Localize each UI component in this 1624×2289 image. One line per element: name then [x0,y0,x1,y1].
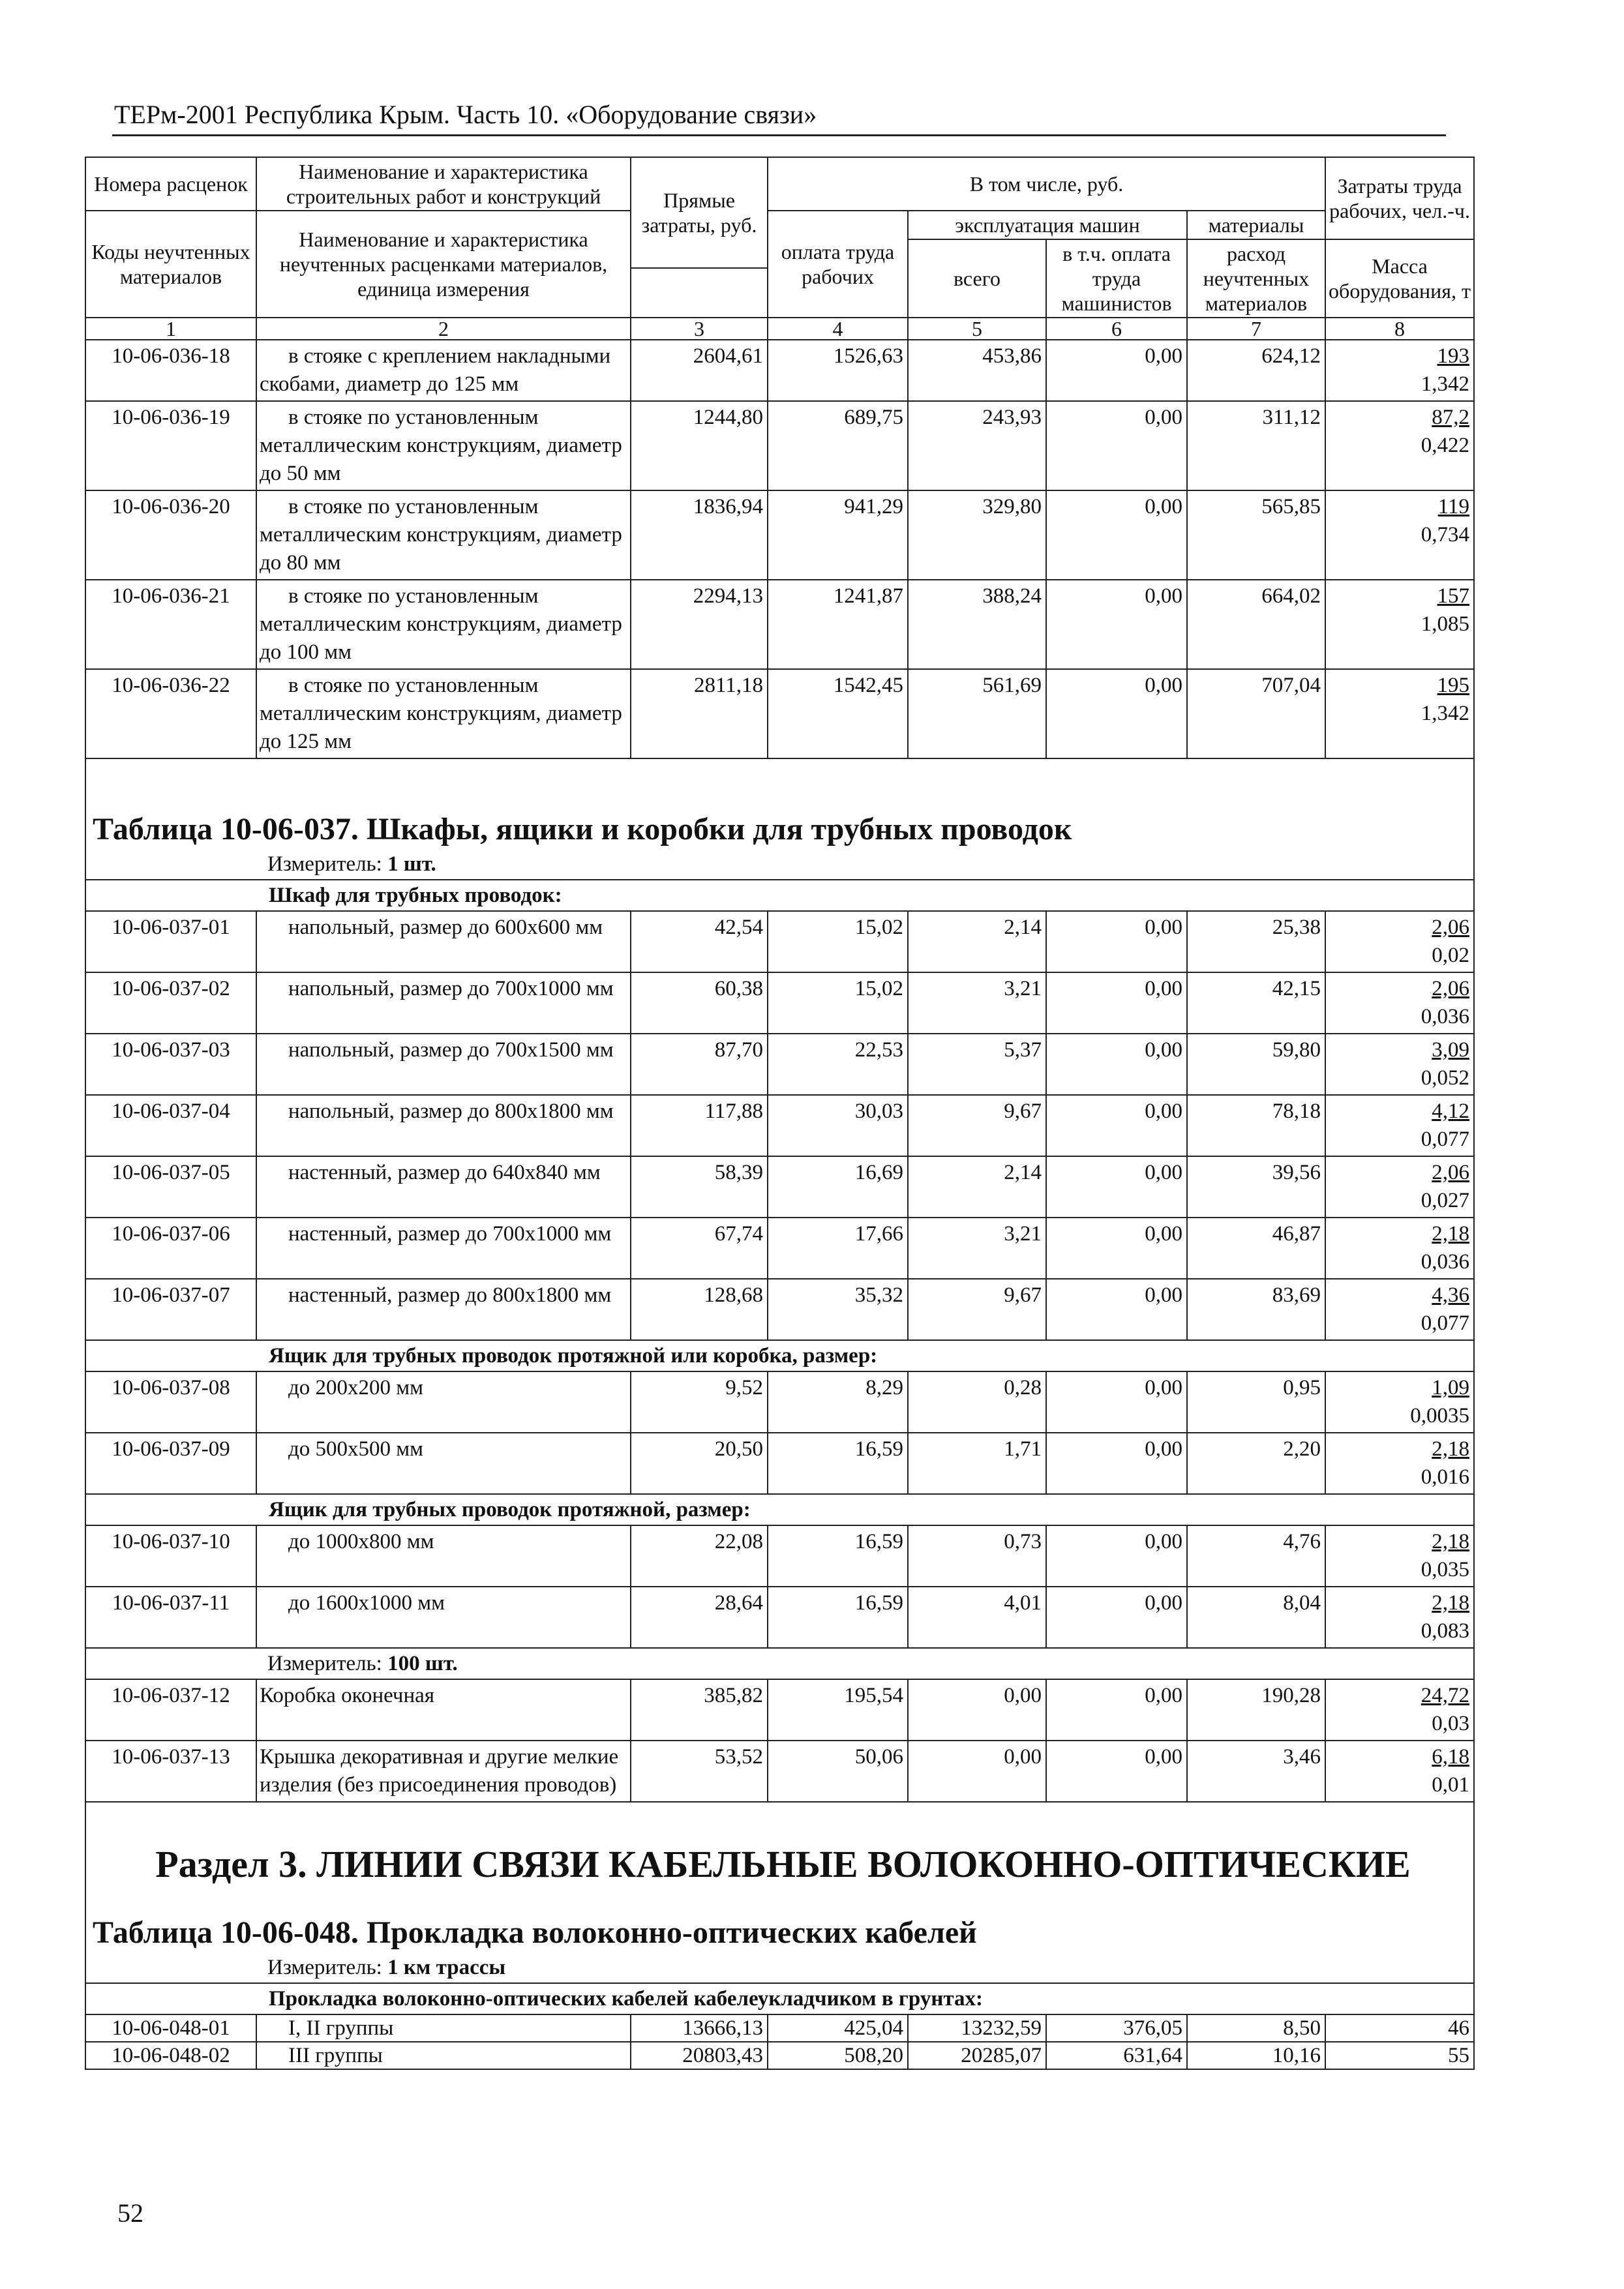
equipment-mass: 0,077 [1421,1311,1470,1335]
unit-value: 100 шт. [387,1652,458,1675]
unit-value: 1 км трассы [387,1956,506,1979]
material-costs: 565,85 [1187,490,1325,580]
equipment-mass: 0,03 [1432,1712,1470,1735]
labor-hours: 2,18 [1432,1530,1470,1553]
labor-hours: 4,12 [1432,1100,1470,1123]
col-num: 1 [85,318,256,340]
machinist-wages: 0,00 [1046,1218,1187,1279]
material-costs: 3,46 [1187,1741,1325,1802]
rate-name-text: I, II группы [288,2016,394,2040]
labor-hours: 6,18 [1432,1745,1470,1769]
labor-cell [1325,1279,1474,1340]
col-vsego: всего [908,239,1046,318]
worker-wages: 15,02 [768,911,908,972]
equipment-mass: 0,035 [1421,1558,1470,1581]
machine-costs: 0,00 [908,1741,1046,1802]
unit-label: Измеритель: [267,852,382,876]
machinist-wages: 0,00 [1046,340,1187,401]
group-heading: Шкаф для трубных проводок: [85,880,1474,911]
col-naim-neuch: Наименование и характеристика неучтенных расценками материалов, единица измерения [256,211,631,318]
table-row [85,1587,1474,1648]
machinist-wages: 0,00 [1046,1279,1187,1340]
equipment-mass: 0,422 [1421,434,1470,457]
machinist-wages: 0,00 [1046,1525,1187,1587]
worker-wages: 1241,87 [768,580,908,669]
rate-name-text: настенный, размер до 640x840 мм [288,1161,601,1184]
table-row [85,580,1474,669]
rate-name-text: настенный, размер до 700x1000 мм [288,1222,612,1246]
rate-name [256,401,631,490]
equipment-mass: 0,01 [1432,1773,1470,1797]
labor-cell [1325,2042,1474,2069]
material-costs: 707,04 [1187,669,1325,758]
rate-code: 10-06-037-13 [85,1741,256,1802]
direct-costs: 9,52 [631,1371,768,1433]
labor-hours: 46 [1448,2016,1470,2040]
table-row [85,1156,1474,1218]
rate-name [256,2014,631,2042]
labor-hours: 193 [1437,344,1470,368]
table-row [85,972,1474,1034]
col-massa: Масса оборудования, т [1325,239,1474,318]
table-37-title: Таблица 10-06-037. Шкафы, ящики и коробки для трубных проводок [93,812,1072,846]
rate-name [256,1679,631,1741]
labor-hours: 2,06 [1432,977,1470,1000]
worker-wages: 16,59 [768,1433,908,1494]
worker-wages: 425,04 [768,2014,908,2042]
rate-code: 10-06-036-18 [85,340,256,401]
equipment-mass: 1,342 [1421,702,1470,725]
col-num: 2 [256,318,631,340]
rate-name [256,340,631,401]
equipment-mass: 0,083 [1421,1619,1470,1643]
labor-cell [1325,340,1474,401]
labor-cell [1325,1034,1474,1095]
rate-name [256,1156,631,1218]
labor-hours: 157 [1437,584,1470,608]
machine-costs: 388,24 [908,580,1046,669]
rate-name [256,2042,631,2069]
equipment-mass: 0,734 [1421,523,1470,546]
rate-name-text: III группы [288,2044,383,2067]
direct-costs: 28,64 [631,1587,768,1648]
labor-cell [1325,1371,1474,1433]
rate-name-text: в стояке по установленным металлическим конструкциям, диаметр до 80 мм [260,495,622,575]
direct-costs: 67,74 [631,1218,768,1279]
machinist-wages: 0,00 [1046,1741,1187,1802]
rate-name [256,490,631,580]
rate-code: 10-06-037-03 [85,1034,256,1095]
equipment-mass: 0,036 [1421,1250,1470,1274]
labor-hours: 4,36 [1432,1283,1470,1307]
labor-cell [1325,1525,1474,1587]
machine-costs: 4,01 [908,1587,1046,1648]
table-body [85,340,1474,2069]
machine-costs: 3,21 [908,972,1046,1034]
rate-name-text: напольный, размер до 800x1800 мм [288,1100,614,1123]
page-header-title: ТЕРм-2001 Республика Крым. Часть 10. «Оборудование связи» [114,100,817,129]
worker-wages: 941,29 [768,490,908,580]
rate-code: 10-06-048-02 [85,2042,256,2069]
labor-cell [1325,972,1474,1034]
direct-costs: 22,08 [631,1525,768,1587]
direct-costs: 117,88 [631,1095,768,1156]
direct-costs: 87,70 [631,1034,768,1095]
header-rule [112,134,1446,136]
section-3-heading [85,1802,1474,1952]
rate-name [256,1279,631,1340]
table-row [85,1218,1474,1279]
labor-cell [1325,401,1474,490]
unit-label: Измеритель: [267,1956,382,1979]
table-37-unit-2 [85,1648,1474,1679]
labor-hours: 2,06 [1432,1161,1470,1184]
machinist-wages: 0,00 [1046,1433,1187,1494]
labor-cell [1325,1587,1474,1648]
col-ekspl: эксплуатация машин [908,211,1187,239]
table-48-unit [85,1952,1474,1983]
material-costs: 4,76 [1187,1525,1325,1587]
table-row [85,340,1474,401]
table-row [85,1034,1474,1095]
labor-hours: 119 [1437,495,1470,518]
equipment-mass: 0,077 [1421,1128,1470,1151]
table-48-title: Таблица 10-06-048. Прокладка волоконно-оптических кабелей [93,1915,977,1950]
rate-name-text: настенный, размер до 800x1800 мм [288,1283,612,1307]
rate-name [256,1525,631,1587]
machine-costs: 20285,07 [908,2042,1046,2069]
material-costs: 624,12 [1187,340,1325,401]
rate-name [256,1371,631,1433]
col-oplata: оплата труда рабочих [768,211,908,318]
spacer [85,758,1474,798]
labor-cell [1325,1433,1474,1494]
rate-name [256,1741,631,1802]
labor-cell [1325,2014,1474,2042]
equipment-mass: 0,036 [1421,1005,1470,1028]
material-costs: 190,28 [1187,1679,1325,1741]
worker-wages: 8,29 [768,1371,908,1433]
table-row [85,1433,1474,1494]
table-37-unit [85,849,1474,880]
rate-code: 10-06-037-01 [85,911,256,972]
rate-name-text: в стояке по установленным металлическим конструкциям, диаметр до 100 мм [260,584,622,664]
col-num: 8 [1325,318,1474,340]
table-row [85,1679,1474,1741]
rate-code: 10-06-036-19 [85,401,256,490]
section-3-title: Раздел 3. ЛИНИИ СВЯЗИ КАБЕЛЬНЫЕ ВОЛОКОННО-ОПТИЧЕСКИЕ [155,1843,1411,1885]
machinist-wages: 0,00 [1046,1679,1187,1741]
material-costs: 42,15 [1187,972,1325,1034]
rate-name [256,1095,631,1156]
material-costs: 8,04 [1187,1587,1325,1648]
table-row [85,401,1474,490]
machine-costs: 561,69 [908,669,1046,758]
col-num: 4 [768,318,908,340]
rate-name-text: напольный, размер до 600x600 мм [288,916,603,939]
material-costs: 78,18 [1187,1095,1325,1156]
machine-costs: 0,73 [908,1525,1046,1587]
labor-hours: 2,18 [1432,1591,1470,1615]
labor-hours: 2,18 [1432,1437,1470,1461]
direct-costs: 20803,43 [631,2042,768,2069]
table-header [85,157,1474,340]
worker-wages: 195,54 [768,1679,908,1741]
labor-cell [1325,490,1474,580]
group-heading: Ящик для трубных проводок протяжной, размер: [85,1494,1474,1525]
col-num: 5 [908,318,1046,340]
labor-cell [1325,1218,1474,1279]
group-heading: Прокладка волоконно-оптических кабелей кабелеукладчиком в грунтах: [85,1983,1474,2014]
equipment-mass: 0,016 [1421,1465,1470,1489]
equipment-mass: 0,052 [1421,1066,1470,1090]
worker-wages: 16,69 [768,1156,908,1218]
rate-code: 10-06-037-02 [85,972,256,1034]
rate-name-text: в стояке с креплением накладными скобами, диаметр до 125 мм [260,344,611,396]
labor-hours: 87,2 [1432,406,1470,429]
rate-code: 10-06-036-20 [85,490,256,580]
rate-name-text: напольный, размер до 700x1000 мм [288,977,614,1000]
machinist-wages: 0,00 [1046,1034,1187,1095]
material-costs: 0,95 [1187,1371,1325,1433]
machinist-wages: 0,00 [1046,1095,1187,1156]
rate-code: 10-06-037-05 [85,1156,256,1218]
rate-code: 10-06-037-10 [85,1525,256,1587]
unit-label: Измеритель: [267,1652,382,1675]
table-row [85,669,1474,758]
rate-name [256,669,631,758]
labor-hours: 2,18 [1432,1222,1470,1246]
direct-costs: 128,68 [631,1279,768,1340]
material-costs: 8,50 [1187,2014,1325,2042]
machine-costs: 2,14 [908,911,1046,972]
equipment-mass: 1,342 [1421,372,1470,396]
rate-name-text: до 1600x1000 мм [288,1591,445,1615]
rate-code: 10-06-036-21 [85,580,256,669]
direct-costs: 2811,18 [631,669,768,758]
unit-value: 1 шт. [387,852,436,876]
worker-wages: 15,02 [768,972,908,1034]
page-number: 52 [117,2198,143,2228]
table-row [85,1741,1474,1802]
machinist-wages: 631,64 [1046,2042,1187,2069]
table-37-heading [85,798,1474,849]
machinist-wages: 0,00 [1046,401,1187,490]
worker-wages: 22,53 [768,1034,908,1095]
table-row [85,1371,1474,1433]
material-costs: 83,69 [1187,1279,1325,1340]
material-costs: 664,02 [1187,580,1325,669]
machinist-wages: 0,00 [1046,911,1187,972]
col-pryamye-lower [631,268,768,318]
rate-code: 10-06-037-04 [85,1095,256,1156]
col-pryamye: Прямые затраты, руб. [631,157,768,268]
machine-costs: 0,28 [908,1371,1046,1433]
rates-table [85,157,1475,2070]
equipment-mass: 0,02 [1432,944,1470,967]
labor-hours: 2,06 [1432,916,1470,939]
labor-cell [1325,911,1474,972]
group-heading: Ящик для трубных проводок протяжной или коробка, размер: [85,1340,1474,1371]
col-materialy: материалы [1187,211,1325,239]
direct-costs: 2604,61 [631,340,768,401]
material-costs: 46,87 [1187,1218,1325,1279]
equipment-mass: 1,085 [1421,612,1470,636]
col-nomera: Номера расценок [85,157,256,211]
machine-costs: 0,00 [908,1679,1046,1741]
machine-costs: 5,37 [908,1034,1046,1095]
worker-wages: 17,66 [768,1218,908,1279]
col-naimenovanie: Наименование и характеристика строительных работ и конструкций [256,157,631,211]
rate-name-text: Крышка декоративная и другие мелкие изделия (без присоединения проводов) [260,1745,619,1797]
material-costs: 311,12 [1187,401,1325,490]
table-row [85,2042,1474,2069]
worker-wages: 16,59 [768,1587,908,1648]
direct-costs: 58,39 [631,1156,768,1218]
machine-costs: 329,80 [908,490,1046,580]
equipment-mass: 0,027 [1421,1189,1470,1212]
rate-name-text: до 200x200 мм [288,1376,424,1399]
table-row [85,1095,1474,1156]
direct-costs: 42,54 [631,911,768,972]
machinist-wages: 0,00 [1046,1371,1187,1433]
machine-costs: 1,71 [908,1433,1046,1494]
material-costs: 2,20 [1187,1433,1325,1494]
machine-costs: 9,67 [908,1095,1046,1156]
machine-costs: 3,21 [908,1218,1046,1279]
rate-name-text: в стояке по установленным металлическим конструкциям, диаметр до 125 мм [260,674,622,753]
machinist-wages: 0,00 [1046,580,1187,669]
labor-cell [1325,1095,1474,1156]
machinist-wages: 0,00 [1046,669,1187,758]
machine-costs: 13232,59 [908,2014,1046,2042]
rate-code: 10-06-037-08 [85,1371,256,1433]
col-zatraty: Затраты труда рабочих, чел.-ч. [1325,157,1474,239]
rate-name [256,911,631,972]
direct-costs: 1836,94 [631,490,768,580]
rate-code: 10-06-037-12 [85,1679,256,1741]
direct-costs: 53,52 [631,1741,768,1802]
rate-name-text: Коробка оконечная [260,1684,435,1707]
machine-costs: 243,93 [908,401,1046,490]
col-rashod: расход неучтенных материалов [1187,239,1325,318]
worker-wages: 508,20 [768,2042,908,2069]
rate-name [256,1034,631,1095]
machinist-wages: 0,00 [1046,972,1187,1034]
col-v-tom-chisle: В том числе, руб. [768,157,1325,211]
machine-costs: 453,86 [908,340,1046,401]
rate-name [256,972,631,1034]
rate-name [256,580,631,669]
machine-costs: 9,67 [908,1279,1046,1340]
column-numbers-row [85,318,1474,340]
col-num: 7 [1187,318,1325,340]
material-costs: 10,16 [1187,2042,1325,2069]
rate-code: 10-06-037-11 [85,1587,256,1648]
material-costs: 25,38 [1187,911,1325,972]
machinist-wages: 0,00 [1046,490,1187,580]
rate-name [256,1218,631,1279]
material-costs: 59,80 [1187,1034,1325,1095]
labor-hours: 195 [1437,674,1470,697]
machinist-wages: 0,00 [1046,1156,1187,1218]
worker-wages: 50,06 [768,1741,908,1802]
worker-wages: 1526,63 [768,340,908,401]
table-row [85,490,1474,580]
direct-costs: 1244,80 [631,401,768,490]
worker-wages: 35,32 [768,1279,908,1340]
labor-hours: 24,72 [1421,1684,1470,1707]
worker-wages: 1542,45 [768,669,908,758]
labor-cell [1325,669,1474,758]
machinist-wages: 0,00 [1046,1587,1187,1648]
direct-costs: 20,50 [631,1433,768,1494]
labor-cell [1325,1156,1474,1218]
rate-name-text: напольный, размер до 700x1500 мм [288,1038,614,1062]
rate-code: 10-06-048-01 [85,2014,256,2042]
rate-code: 10-06-037-07 [85,1279,256,1340]
rate-name-text: до 1000x800 мм [288,1530,434,1553]
labor-hours: 55 [1448,2044,1470,2067]
direct-costs: 385,82 [631,1679,768,1741]
table-row [85,1525,1474,1587]
table-row [85,2014,1474,2042]
table-row [85,1279,1474,1340]
material-costs: 39,56 [1187,1156,1325,1218]
labor-cell [1325,1741,1474,1802]
col-num: 6 [1046,318,1187,340]
table-row [85,911,1474,972]
rate-name-text: до 500x500 мм [288,1437,424,1461]
rate-code: 10-06-037-06 [85,1218,256,1279]
machine-costs: 2,14 [908,1156,1046,1218]
rate-name [256,1587,631,1648]
worker-wages: 16,59 [768,1525,908,1587]
rate-name [256,1433,631,1494]
worker-wages: 689,75 [768,401,908,490]
direct-costs: 60,38 [631,972,768,1034]
equipment-mass: 0,0035 [1410,1404,1470,1428]
machinist-wages: 376,05 [1046,2014,1187,2042]
rate-code: 10-06-037-09 [85,1433,256,1494]
labor-hours: 1,09 [1432,1376,1470,1399]
labor-cell [1325,1679,1474,1741]
col-num: 3 [631,318,768,340]
worker-wages: 30,03 [768,1095,908,1156]
rate-code: 10-06-036-22 [85,669,256,758]
labor-cell [1325,580,1474,669]
col-vtch: в т.ч. оплата труда машинистов [1046,239,1187,318]
labor-hours: 3,09 [1432,1038,1470,1062]
direct-costs: 2294,13 [631,580,768,669]
rate-name-text: в стояке по установленным металлическим конструкциям, диаметр до 50 мм [260,406,622,485]
direct-costs: 13666,13 [631,2014,768,2042]
col-kody: Коды неучтенных материалов [85,211,256,318]
